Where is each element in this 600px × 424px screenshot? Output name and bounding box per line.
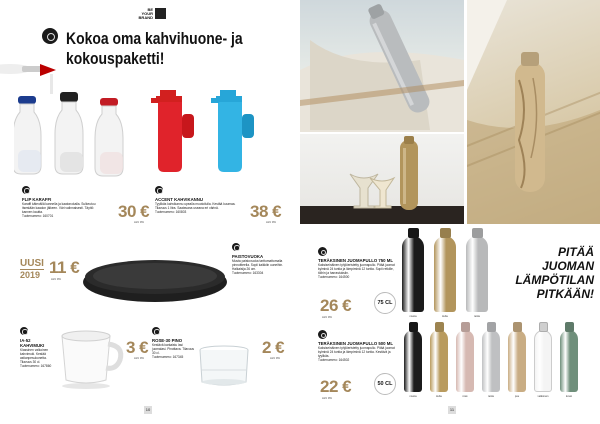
bottle-cap bbox=[487, 322, 496, 332]
product-icon bbox=[20, 327, 28, 335]
product-title: TERÄKSINEN JUOMAPULLO 750 ML bbox=[318, 258, 393, 263]
slogan: PITÄÄ JUOMAN LÄMPÖTILAN PITKÄÄN! bbox=[515, 245, 594, 301]
mug-price: 3 € bbox=[126, 338, 149, 357]
pan-info bbox=[232, 254, 292, 275]
bottle-item bbox=[508, 322, 526, 402]
accent-coffee-pots-image bbox=[148, 88, 268, 178]
bottle-item bbox=[534, 322, 552, 402]
bottle-shape bbox=[402, 236, 424, 312]
page-headline: Kokoa oma kahvihuone- ja kokouspaketti! bbox=[66, 29, 243, 68]
product-title: ROSE-30 PINO bbox=[152, 338, 183, 343]
product-code: Tuotenumero: 164502 bbox=[318, 358, 350, 363]
bottle750-row bbox=[402, 228, 496, 328]
bottle-shape bbox=[560, 330, 578, 392]
product-title: PAISTOVUOKA bbox=[232, 254, 264, 259]
product-icon bbox=[152, 327, 160, 335]
bottle-cap bbox=[472, 228, 483, 238]
sugar-pour-illustration bbox=[0, 54, 60, 94]
product-desc: Kestävä karkaistu lasi juomalasi. Pinottava. Tilavuus 30 cl. bbox=[152, 343, 194, 356]
product-icon bbox=[318, 247, 327, 256]
bottle-item bbox=[430, 322, 448, 402]
bottle-shape bbox=[482, 330, 500, 392]
product-code: Tuotenumero: 167860 bbox=[20, 364, 52, 369]
product-title: ACCENT KAHVIKANNU bbox=[155, 197, 203, 202]
bottle-cap bbox=[440, 228, 451, 238]
bottle500-row bbox=[404, 322, 594, 408]
bottle500-info bbox=[318, 341, 400, 362]
glass-vat: ALV 0% bbox=[270, 356, 280, 360]
product-icon bbox=[155, 186, 163, 194]
size-badge-75: 75 CL bbox=[374, 292, 396, 314]
lifestyle-photo-gold-bottle bbox=[300, 134, 464, 224]
product-code: Tuotenumero: 163304 bbox=[232, 271, 264, 276]
product-desc: Musta paistovuoka tarttumattomalla pinnoitteella. Sopii kaikkiin uuneihin. Halkaisija 26 cm. bbox=[232, 259, 284, 272]
product-code: Tuotenumero: 160803 bbox=[155, 210, 187, 215]
drinking-glass-image bbox=[196, 344, 252, 388]
badge-icon bbox=[42, 28, 58, 44]
product-code: Tuotenumero: 160701 bbox=[22, 214, 54, 219]
product-icon bbox=[232, 243, 240, 251]
bottle-shape bbox=[534, 330, 552, 392]
baking-pan-image bbox=[80, 252, 230, 304]
bottle-shape bbox=[456, 330, 474, 392]
bottle-shape bbox=[508, 330, 526, 392]
bottle-cap bbox=[435, 322, 444, 332]
glass-price: 2 € bbox=[262, 338, 285, 357]
bottle750-info bbox=[318, 258, 400, 279]
product-code: Tuotenumero: 164500 bbox=[318, 275, 350, 280]
product-title: FLIP KARAFFI bbox=[22, 197, 52, 202]
bottle-color-label: musta bbox=[409, 395, 417, 398]
bottle-shape bbox=[466, 236, 488, 312]
bottle-shape bbox=[404, 330, 422, 392]
bottle-cap bbox=[513, 322, 522, 332]
bottle-cap bbox=[409, 322, 418, 332]
coffee-mug-image bbox=[56, 328, 126, 390]
bottle-cap bbox=[461, 322, 470, 332]
bottle-shape bbox=[430, 330, 448, 392]
bottle-item bbox=[466, 228, 488, 322]
bottle-color-label: teräs bbox=[474, 315, 480, 318]
bottle-color-label: kulta bbox=[436, 395, 442, 398]
bottle-color-label: puu bbox=[514, 395, 520, 398]
lifestyle-photo-bag bbox=[300, 0, 464, 132]
product-code: Tuotenumero: 167345 bbox=[152, 355, 184, 360]
bottle-color-label: rosé bbox=[462, 395, 468, 398]
product-desc: Tyylikäs kahvikannu upealla muotoilulla. Kestää kuumaa. Tilavuus 1 litra. Saatavana useana eri värinä. bbox=[155, 202, 236, 211]
bottle750-vat: ALV 0% bbox=[322, 315, 332, 319]
bottle-cap bbox=[539, 322, 548, 332]
bottle-color-label: teräs bbox=[488, 395, 494, 398]
flip-carafes-image bbox=[14, 90, 124, 180]
bottle500-price: 22 € bbox=[320, 377, 352, 396]
bottle-item bbox=[434, 228, 456, 322]
accent-vat: ALV 0% bbox=[266, 220, 276, 224]
flip-info bbox=[22, 197, 102, 218]
bottle500-vat: ALV 0% bbox=[322, 396, 332, 400]
glass-info bbox=[152, 338, 194, 359]
bottle-item bbox=[560, 322, 578, 402]
bottle-color-label: kulta bbox=[442, 315, 448, 318]
product-desc: Karaffi kätevällä kannella ja kaatonokalla. Sulkeutuu itsestään kaadon jälkeen. Väri valinnaisesti. Täyttö kannen kautta. bbox=[22, 202, 96, 215]
product-desc: Kaksiseinäinen tyhjiöeristetty juomapullo. Pitää juomat kylminä 24 tuntia ja lämpiminä 12 tuntia. Kestävä ja tyylikäs. bbox=[318, 346, 395, 359]
new-badge: UUSI 2019 bbox=[20, 258, 44, 280]
right-page bbox=[300, 0, 600, 424]
pan-price: 11 € bbox=[49, 258, 80, 277]
mug-info bbox=[20, 338, 56, 368]
flip-vat: ALV 0% bbox=[134, 220, 144, 224]
bottle750-price: 26 € bbox=[320, 296, 352, 315]
bottle-cap bbox=[565, 322, 574, 332]
flip-price: 30 € bbox=[118, 202, 150, 221]
bottle-color-label: valkoinen bbox=[537, 395, 549, 398]
bottle-color-label: musta bbox=[409, 315, 417, 318]
bottle-item bbox=[402, 228, 424, 322]
size-badge-50: 50 CL bbox=[374, 373, 396, 395]
mug-vat: ALV 0% bbox=[134, 356, 144, 360]
bottle-color-label: kuvio bbox=[565, 395, 573, 398]
pan-vat: ALV 0% bbox=[51, 277, 61, 281]
page-number: 10 bbox=[145, 407, 151, 412]
product-desc: Klassinen valkoinen kahvimuki. Kestää astianpesukonetta. Tilavuus 30 cl. bbox=[20, 348, 49, 365]
product-title: IA-52 KAHVIMUKI bbox=[20, 338, 45, 348]
brand-logo: BE YOUR BRAND bbox=[126, 8, 166, 20]
product-desc: Kaksiseinäinen tyhjiöeristetty juomapullo. Pitää juomat kylminä 24 tuntia ja lämpiminä 12 tuntia. Sopii retkille, töihin ja harrastuksiin. bbox=[318, 263, 395, 276]
accent-price: 38 € bbox=[250, 202, 282, 221]
lifestyle-photo-wood-bottle bbox=[467, 0, 600, 224]
bottle-item bbox=[482, 322, 500, 402]
product-icon bbox=[22, 186, 30, 194]
bottle-item bbox=[404, 322, 422, 402]
bottle-item bbox=[456, 322, 474, 402]
bottle-cap bbox=[408, 228, 419, 238]
product-icon bbox=[318, 330, 327, 339]
page-number: 11 bbox=[449, 407, 455, 412]
product-title: TERÄKSINEN JUOMAPULLO 500 ML bbox=[318, 341, 393, 346]
bottle-shape bbox=[434, 236, 456, 312]
accent-info bbox=[155, 197, 243, 214]
